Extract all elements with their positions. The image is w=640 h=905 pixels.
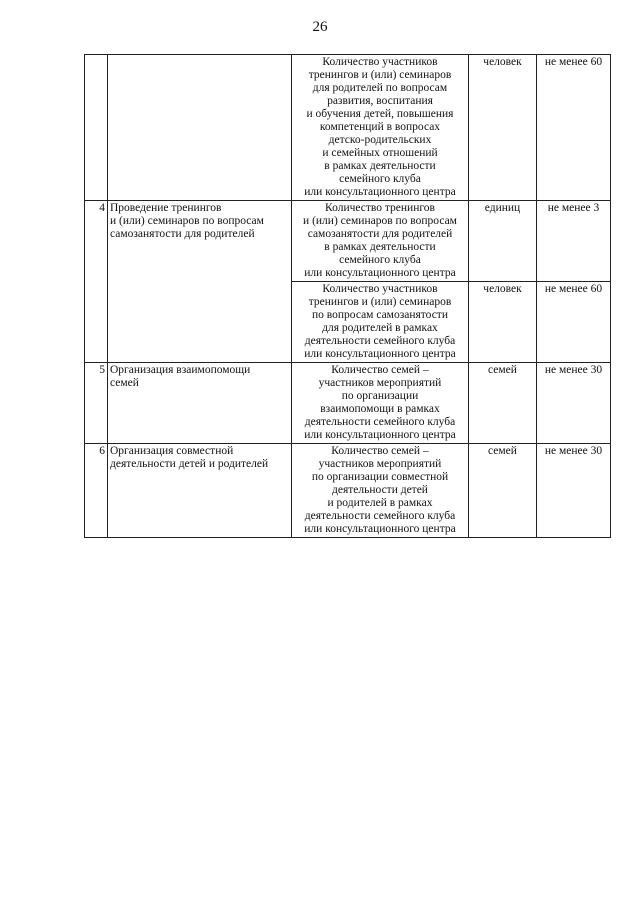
indicator-line: компетенций в вопросах	[319, 121, 441, 133]
indicator-line: взаимопомощи в рамках	[320, 403, 440, 415]
indicator-line: или консультационного центра	[304, 186, 456, 198]
indicator-cell	[292, 201, 469, 282]
unit-cell: единиц	[469, 201, 537, 282]
indicator-line: по организации совместной	[311, 471, 449, 483]
indicator-line: семейного клуба	[339, 254, 421, 266]
indicator-line: по организации	[341, 390, 419, 402]
table-row	[85, 444, 611, 538]
table-row	[85, 201, 611, 282]
unit-cell: семей	[469, 363, 537, 444]
table-body	[85, 55, 611, 538]
indicator-line: в рамках деятельности	[324, 241, 436, 253]
indicator-line: или консультационного центра	[304, 348, 456, 360]
indicator-line: участников мероприятий	[318, 377, 442, 389]
indicator-line: и обучения детей, повышения	[306, 108, 454, 120]
indicator-line: и семейных отношений	[322, 147, 438, 159]
indicator-line: или консультационного центра	[304, 267, 456, 279]
page-number: 26	[312, 19, 328, 35]
indicator-line: деятельности детей	[332, 484, 428, 496]
row-number-cell: 4	[85, 201, 108, 363]
indicator-line: в рамках деятельности	[324, 160, 436, 172]
activity-name-line: и (или) семинаров по вопросам	[110, 215, 264, 227]
indicator-line: деятельности семейного клуба	[304, 416, 456, 428]
indicator-line: или консультационного центра	[304, 523, 456, 535]
activity-name-cell	[108, 444, 292, 538]
indicators-table	[84, 54, 611, 538]
indicator-line: деятельности семейного клуба	[304, 510, 456, 522]
indicator-line: Количество семей –	[331, 445, 429, 457]
unit-cell: семей	[469, 444, 537, 538]
indicator-line: тренингов и (или) семинаров	[308, 69, 452, 81]
target-value-cell: не менее 3	[537, 201, 611, 282]
indicator-line: развития, воспитания	[327, 95, 433, 107]
activity-name-line: Организация взаимопомощи	[110, 364, 251, 376]
unit-cell: человек	[469, 282, 537, 363]
activity-name-line: Проведение тренингов	[110, 202, 222, 214]
row-number-cell: 5	[85, 363, 108, 444]
indicator-cell	[292, 282, 469, 363]
activity-name-cell	[108, 201, 292, 363]
activity-name-line: деятельности детей и родителей	[110, 458, 269, 470]
indicator-line: и (или) семинаров по вопросам	[303, 215, 457, 227]
indicator-line: Количество семей –	[331, 364, 429, 376]
row-number-cell: 6	[85, 444, 108, 538]
activity-name-line: самозанятости для родителей	[110, 228, 255, 240]
indicator-cell	[292, 444, 469, 538]
table-row	[85, 55, 611, 201]
indicator-line: или консультационного центра	[304, 429, 456, 441]
target-value-cell: не менее 30	[537, 444, 611, 538]
indicator-line: и родителей в рамках	[327, 497, 433, 509]
indicator-line: детско-родительских	[328, 134, 432, 146]
indicator-line: Количество участников	[322, 283, 438, 295]
indicator-line: для родителей по вопросам	[312, 82, 448, 94]
indicator-line: по вопросам самозанятости	[312, 309, 448, 321]
target-value-cell: не менее 30	[537, 363, 611, 444]
indicator-line: деятельности семейного клуба	[304, 335, 456, 347]
indicator-cell	[292, 363, 469, 444]
indicator-line: тренингов и (или) семинаров	[308, 296, 452, 308]
activity-name-cell	[108, 363, 292, 444]
indicator-line: самозанятости для родителей	[307, 228, 453, 240]
activity-name-cell	[108, 55, 292, 201]
indicator-line: семейного клуба	[339, 173, 421, 185]
unit-cell: человек	[469, 55, 537, 201]
table-row	[85, 363, 611, 444]
target-value-cell: не менее 60	[537, 282, 611, 363]
row-number-cell	[85, 55, 108, 201]
target-value-cell: не менее 60	[537, 55, 611, 201]
indicator-cell	[292, 55, 469, 201]
indicator-line: участников мероприятий	[318, 458, 442, 470]
indicator-line: Количество участников	[322, 56, 438, 68]
indicator-line: для родителей в рамках	[322, 322, 438, 334]
activity-name-line: семей	[110, 377, 139, 389]
activity-name-line: Организация совместной	[110, 445, 234, 457]
indicator-line: Количество тренингов	[325, 202, 435, 214]
